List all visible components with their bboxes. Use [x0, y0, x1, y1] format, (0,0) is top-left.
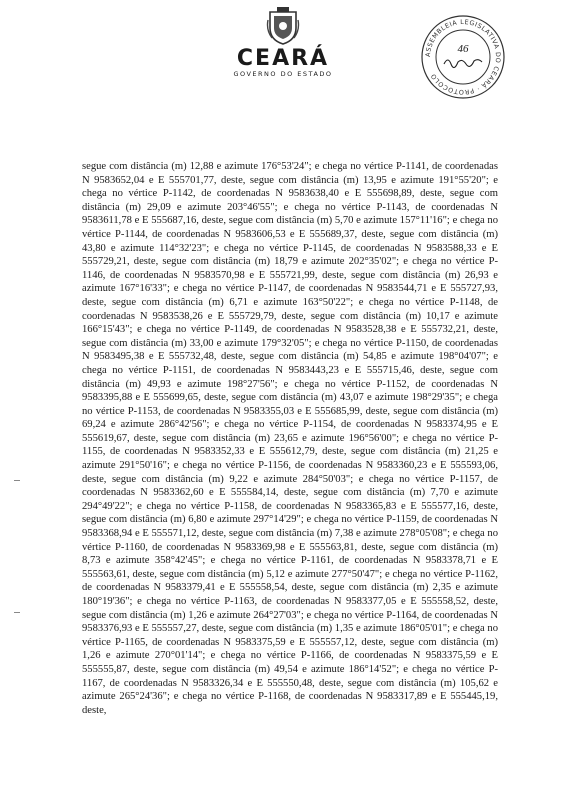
- stamp-ring-text: ASSEMBLEIA LEGISLATIVA DO CEARÁ · PROTOCOLO: [423, 17, 503, 97]
- state-logo: [228, 6, 338, 78]
- document-body: [82, 160, 498, 717]
- page-header: [0, 0, 567, 150]
- margin-mark: [14, 480, 20, 481]
- coat-of-arms-icon: [266, 6, 300, 46]
- brand-subtitle: GOVERNO DO ESTADO: [233, 70, 333, 78]
- brand-name: CEARÁ: [236, 46, 330, 71]
- stamp-page-number: 46: [457, 43, 469, 55]
- margin-mark: [14, 612, 20, 613]
- protocol-stamp: [420, 14, 506, 100]
- document-paragraph: segue com distância (m) 12,88 e azimute 176°53'24"; e chega no vértice P-1141, de coordenadas N 9583652,04 e E 555701,77, deste, segue com distância (m) 13,95 e azimute 191°55'20"; e chega no vértice P-1142, de coordenadas N 9583638,40 e E 555698,89, deste, segue com distância (m) 29,09 e azimute 203°46'55"; e chega no vértice P-1143, de coordenadas N 9583611,78 e E 555687,16, deste, segue com distância (m) 5,70 e azimute 157°11'16"; e chega no vértice P-1144, de coordenadas N 9583606,53 e E 555689,37, deste, segue com distância (m) 43,80 e azimute 114°32'23"; e chega no vértice P-1145, de coordenadas N 9583588,33 e E 555729,21, deste, segue com distância (m) 18,79 e azimute 202°35'02"; e chega no vértice P-1146, de coordenadas N 9583570,98 e E 555721,99, deste, segue com distância (m) 26,93 e azimute 167°16'33"; e chega no vértice P-1147, de coordenadas N 9583544,71 e E 555727,93, deste, segue com distância (m) 6,71 e azimute 163°50'22"; e chega no vértice P-1148, de coordenadas N 9583538,26 e E 555729,79, deste, segue com distância (m) 10,17 e azimute 166°15'43"; e chega no vértice P-1149, de coordenadas N 9583528,38 e E 555732,21, deste, segue com distância (m) 33,00 e azimute 179°32'05"; e chega no vértice P-1150, de coordenadas N 9583495,38 e E 555732,48, deste, segue com distância (m) 54,85 e azimute 198°04'07"; e chega no vértice P-1151, de coordenadas N 9583443,23 e E 555715,46, deste, segue com distância (m) 49,93 e azimute 198°27'56"; e chega no vértice P-1152, de coordenadas N 9583395,88 e E 555699,65, deste, segue com distância (m) 43,07 e azimute 198°29'35"; e chega no vértice P-1153, de coordenadas N 9583355,03 e E 555685,99, deste, segue com distância (m) 69,24 e azimute 286°42'56"; e chega no vértice P-1154, de coordenadas N 9583374,95 e E 555619,67, deste, segue com distância (m) 23,65 e azimute 196°56'00"; e chega no vértice P-1155, de coordenadas N 9583352,33 e E 555612,79, deste, segue com distância (m) 21,25 e azimute 291°50'16"; e chega no vértice P-1156, de coordenadas N 9583360,23 e E 555593,06, deste, segue com distância (m) 9,22 e azimute 284°50'03"; e chega no vértice P-1157, de coordenadas N 9583362,60 e E 555584,14, deste, segue com distância (m) 7,70 e azimute 294°49'22"; e chega no vértice P-1158, de coordenadas N 9583365,83 e E 555577,16, deste, segue com distância (m) 6,80 e azimute 297°14'29"; e chega no vértice P-1159, de coordenadas N 9583368,94 e E 555571,12, deste, segue com distância (m) 7,38 e azimute 278°05'08"; e chega no vértice P-1160, de coordenadas N 9583369,98 e E 555563,81, deste, segue com distância (m) 8,73 e azimute 358°42'45"; e chega no vértice P-1161, de coordenadas N 9583378,71 e E 555563,61, deste, segue com distância (m) 5,12 e azimute 277°50'47"; e chega no vértice P-1162, de coordenadas N 9583379,41 e E 555558,54, deste, segue com distância (m) 2,35 e azimute 180°19'36"; e chega no vértice P-1163, de coordenadas N 9583377,05 e E 555558,52, deste, segue com distância (m) 1,26 e azimute 264°27'03"; e chega no vértice P-1164, de coordenadas N 9583376,93 e E 555557,27, deste, segue com distância (m) 1,35 e azimute 186°05'01"; e chega no vértice P-1165, de coordenadas N 9583375,59 e E 555557,12, deste, segue com distância (m) 1,26 e azimute 270°01'14"; e chega no vértice P-1166, de coordenadas N 9583375,59 e E 555555,87, deste, segue com distância (m) 49,54 e azimute 186°14'52"; e chega no vértice P-1167, de coordenadas N 9583326,34 e E 555550,48, deste, segue com distância (m) 105,62 e azimute 265°24'36"; e chega no vértice P-1168, de coordenadas N 9583317,89 e E 555445,19, deste,: [82, 161, 498, 716]
- signature-icon: [444, 60, 482, 68]
